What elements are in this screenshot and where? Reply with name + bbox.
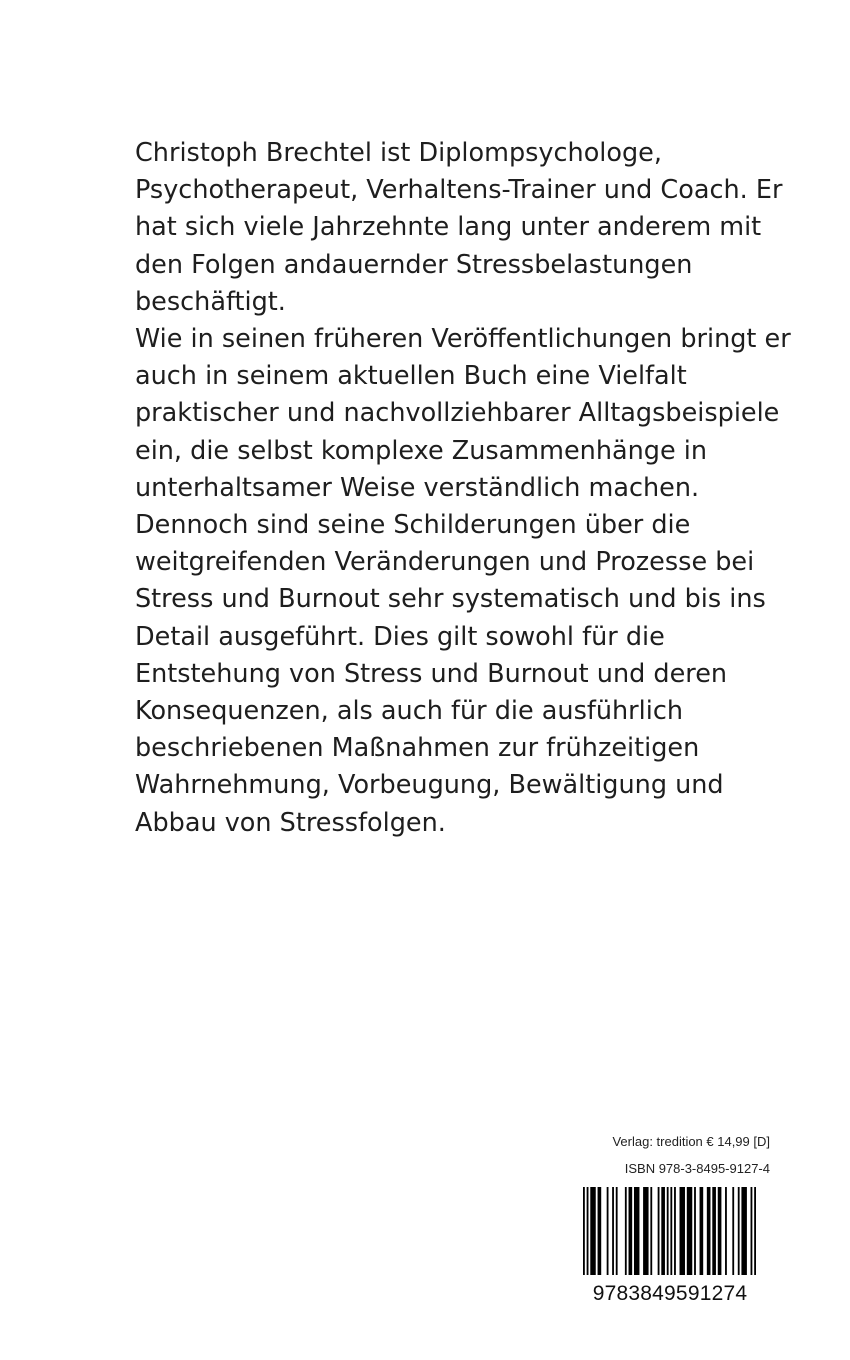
barcode-bar bbox=[680, 1187, 685, 1275]
barcode-bar bbox=[741, 1187, 746, 1275]
barcode-bar bbox=[590, 1187, 595, 1275]
blurb-line: Entstehung von Stress und Burnout und deren bbox=[135, 658, 728, 689]
barcode-bar bbox=[643, 1187, 648, 1275]
ean-barcode bbox=[583, 1187, 756, 1275]
barcode-bar bbox=[700, 1187, 704, 1275]
blurb-line: Wie in seinen früheren Veröffentlichungen bringt er bbox=[135, 324, 791, 355]
blurb-line: Detail ausgeführt. Dies gilt sowohl für die bbox=[135, 621, 665, 652]
barcode-bar bbox=[732, 1187, 734, 1275]
barcode-bar bbox=[634, 1187, 639, 1275]
barcode-bar bbox=[712, 1187, 716, 1275]
barcode-bar bbox=[707, 1187, 711, 1275]
barcode-bar bbox=[612, 1187, 614, 1275]
barcode-bar bbox=[650, 1187, 652, 1275]
blurb-line: ein, die selbst komplexe Zusammenhänge in bbox=[135, 435, 708, 466]
barcode-bar bbox=[667, 1187, 669, 1275]
blurb-line: Abbau von Stressfolgen. bbox=[135, 807, 446, 838]
isbn-line: ISBN 978-3-8495-9127-4 bbox=[624, 1161, 770, 1176]
barcode-bar bbox=[687, 1187, 692, 1275]
blurb-line: Wahrnehmung, Vorbeugung, Bewältigung und bbox=[135, 770, 724, 801]
barcode-bar bbox=[658, 1187, 660, 1275]
barcode-bar bbox=[754, 1187, 756, 1275]
barcode-bar bbox=[694, 1187, 696, 1275]
barcode-bar bbox=[670, 1187, 672, 1275]
author-blurb bbox=[135, 135, 791, 842]
barcode-bar bbox=[598, 1187, 602, 1275]
barcode-bar bbox=[625, 1187, 627, 1275]
blurb-line: beschriebenen Maßnahmen zur frühzeitigen bbox=[135, 733, 700, 764]
blurb-line: hat sich viele Jahrzehnte lang unter anderem mit bbox=[135, 212, 762, 243]
barcode-bar bbox=[674, 1187, 676, 1275]
barcode-bar bbox=[616, 1187, 618, 1275]
blurb-line: beschäftigt. bbox=[135, 286, 286, 317]
barcode-bar bbox=[725, 1187, 727, 1275]
blurb-line: Stress und Burnout sehr systematisch und bis ins bbox=[135, 584, 766, 615]
barcode-bar bbox=[583, 1187, 585, 1275]
barcode-digits: 9783849591274 bbox=[592, 1282, 748, 1305]
blurb-line: weitgreifenden Veränderungen und Prozesse bei bbox=[135, 547, 755, 578]
blurb-line: Dennoch sind seine Schilderungen über die bbox=[135, 510, 691, 541]
blurb-line: praktischer und nachvollziehbarer Alltagsbeispiele bbox=[135, 398, 780, 429]
barcode-bar bbox=[587, 1187, 589, 1275]
blurb-line: den Folgen andauernder Stressbelastungen bbox=[135, 249, 693, 280]
blurb-line: Konsequenzen, als auch für die ausführlich bbox=[135, 696, 684, 727]
blurb-line: unterhaltsamer Weise verständlich machen. bbox=[135, 472, 700, 503]
publisher-price-line: Verlag: tredition € 14,99 [D] bbox=[612, 1134, 770, 1149]
blurb-line: auch in seinem aktuellen Buch eine Vielfalt bbox=[135, 361, 687, 392]
blurb-line: Christoph Brechtel ist Diplompsychologe, bbox=[135, 138, 662, 168]
barcode-bar bbox=[607, 1187, 609, 1275]
barcode-bar bbox=[751, 1187, 753, 1275]
barcode-bar bbox=[629, 1187, 633, 1275]
barcode-bar bbox=[738, 1187, 740, 1275]
barcode-graphic bbox=[583, 1187, 756, 1275]
barcode-bar bbox=[661, 1187, 665, 1275]
blurb-line: Psychotherapeut, Verhaltens-Trainer und Coach. Er bbox=[135, 175, 783, 206]
barcode-bar bbox=[718, 1187, 722, 1275]
